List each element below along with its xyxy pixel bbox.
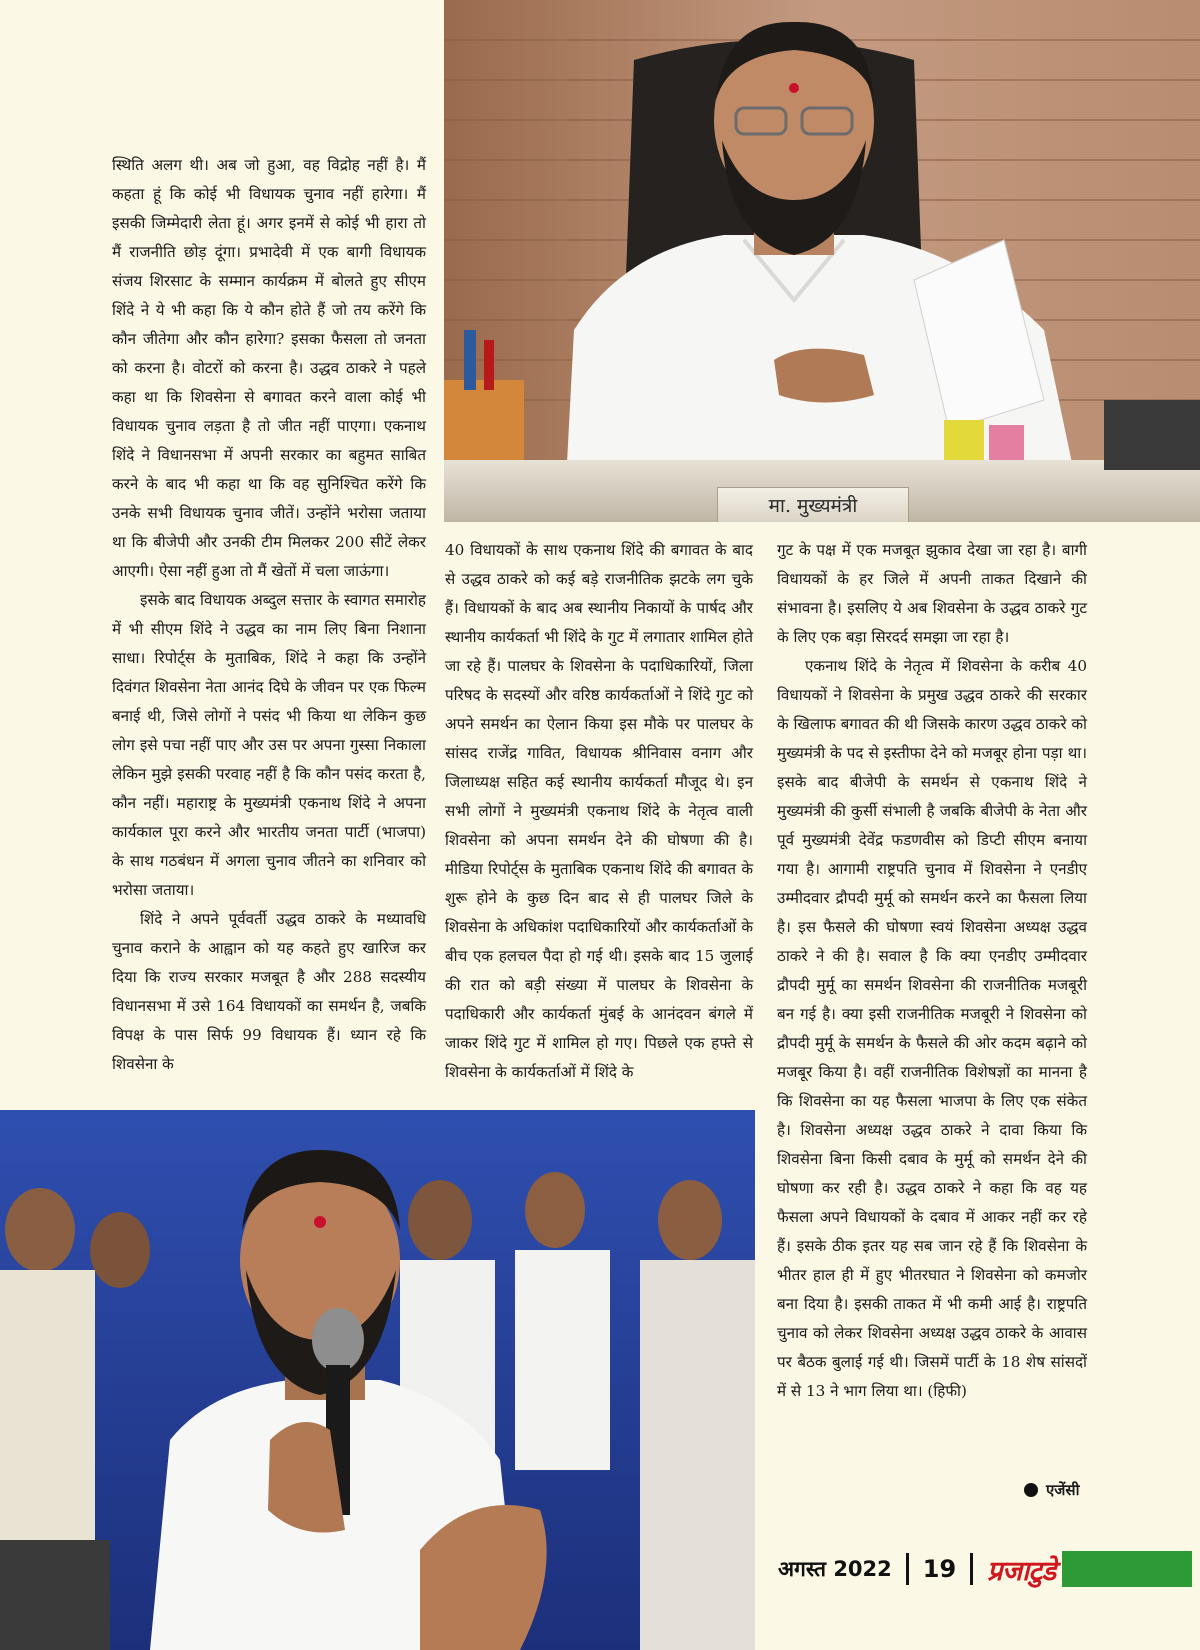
- article-column-2: [445, 536, 753, 1087]
- byline: [1024, 1480, 1079, 1500]
- desk-photo-illustration: [444, 0, 1200, 522]
- article-column-3: [777, 536, 1087, 1406]
- page-footer: [778, 1550, 1192, 1588]
- byline-text: एजेंसी: [1046, 1481, 1080, 1499]
- brand-green-bar: [1062, 1551, 1192, 1587]
- paragraph: स्थिति अलग थी। अब जो हुआ, वह विद्रोह नहीं है। मैं कहता हूं कि कोई भी विधायक चुनाव नहीं हारेगा। मैं इसकी जिम्मेदारी लेता हूं। अगर इनमें से कोई भी हारा तो मैं राजनीति छोड़ दूंगा। प्रभादेवी में एक बागी विधायक संजय शिरसाट के सम्मान कार्यक्रम में बोलते हुए सीएम शिंदे ने ये भी कहा कि ये कौन होते हैं जो तय करेंगे कि कौन जीतेगा और कौन हारेगा? इसका फैसला तो जनता को करना है। वोटरों को करना है। उद्धव ठाकरे ने पहले कहा था कि शिवसेना से बगावत करने वाला कोई भी विधायक चुनाव लड़ता है तो जीत नहीं पाएगा। एकनाथ शिंदे ने विधानसभा में अपनी सरकार का बहुमत साबित करने के बाद भी कहा था कि वह सुनिश्चित करेंगे कि उनके सभी विधायक चुनाव जीतें। उन्होंने भरोसा जताया था कि बीजेपी और उनकी टीम मिलकर 200 सीटें लेकर आएगी। ऐसा नहीं हुआ तो मैं खेतों में चला जाऊंगा।: [112, 156, 426, 580]
- paragraph: एकनाथ शिंदे के नेतृत्व में शिवसेना के करीब 40 विधायकों ने शिवसेना के प्रमुख उद्धव ठाकरे की सरकार के खिलाफ बगावत की थी जिसके कारण उद्धव ठाकरे को मुख्यमंत्री के पद से इस्तीफा देने को मजबूर होना पड़ा था। इसके बाद बीजेपी के समर्थन से एकनाथ शिंदे ने मुख्यमंत्री की कुर्सी संभाली है जबकि बीजेपी के नेता और पूर्व मुख्यमंत्री देवेंद्र फडणवीस को डिप्टी सीएम बनाया गया है। आगामी राष्ट्रपति चुनाव में शिवसेना ने एनडीए उम्मीदवार द्रौपदी मुर्मू को समर्थन करने का फैसला लिया है। इस फैसले की घोषणा स्वयं शिवसेना अध्यक्ष उद्धव ठाकरे ने की है। सवाल है कि क्या एनडीए उम्मीदवार द्रौपदी मुर्मू का समर्थन शिवसेना की राजनीतिक मजबूरी बन गई है। क्या इसी राजनीतिक मजबूरी ने शिवसेना को द्रौपदी मुर्मू के समर्थन के फैसले की ओर कदम बढ़ाने को मजबूर किया है। वहीं राजनीतिक विशेषज्ञों का मानना है कि शिवसेना का यह फैसला भाजपा के लिए एक संकेत है। शिवसेना अध्यक्ष उद्धव ठाकरे ने दावा किया कि शिवसेना बिना किसी दबाव के मुर्मू को समर्थन देने की घोषणा कर रही है। उद्धव ठाकरे ने कहा कि वह यह फैसला अपने विधायकों के दबाव में आकर नहीं कर रहे हैं। इसके ठीक इतर यह सब जान रहे हैं कि शिवसेना के भीतर हाल ही में हुए भीतरघात ने शिवसेना को कमजोर बना दिया है। इसकी ताकत में भी कमी आई है। राष्ट्रपति चुनाव को लेकर शिवसेना अध्यक्ष उद्धव ठाकरे के आवास पर बैठक बुलाई गई थी। जिसमें पार्टी के 18 शेष सांसदों में से 13 ने भाग लिया था। (हिफी): [777, 657, 1087, 1400]
- paragraph: इसके बाद विधायक अब्दुल सत्तार के स्वागत समारोह में भी सीएम शिंदे ने उद्धव का नाम लिए बिना निशाना साधा। रिपोर्ट्स के मुताबिक, शिंदे ने कहा कि उन्होंने दिवंगत शिवसेना नेता आनंद दिघे के जीवन पर एक फिल्म बनाई थी, जिसे लोगों ने पसंद भी किया था लेकिन कुछ लोग इसे पचा नहीं पाए और उस पर अपना गुस्सा निकाला लेकिन मुझे इसकी परवाह नहीं है कि कौन पसंद करता है, कौन नहीं। महाराष्ट्र के मुख्यमंत्री एकनाथ शिंदे ने अपना कार्यकाल पूरा करने और भारतीय जनता पार्टी (भाजपा) के साथ गठबंधन में अगला चुनाव जीतने का शनिवार को भरोसा जताया।: [112, 591, 426, 899]
- paragraph: 40 विधायकों के साथ एकनाथ शिंदे की बगावत के बाद से उद्धव ठाकरे को कई बड़े राजनीतिक झटके लग चुके हैं। विधायकों के बाद अब स्थानीय निकायों के पार्षद और स्थानीय कार्यकर्ता भी शिंदे के गुट में लगातार शामिल होते जा रहे हैं। पालघर के शिवसेना के पदाधिकारियों, जिला परिषद के सदस्यों और वरिष्ठ कार्यकर्ताओं ने शिंदे गुट को अपने समर्थन का ऐलान किया इस मौके पर पालघर के सांसद राजेंद्र गावित, विधायक श्रीनिवास वनाग और जिलाध्यक्ष सहित कई स्थानीय कार्यकर्ता मौजूद थे। इन सभी लोगों ने मुख्यमंत्री एकनाथ शिंदे के नेतृत्व वाली शिवसेना को अपना समर्थन देने की घोषणा की है। मीडिया रिपोर्ट्स के मुताबिक एकनाथ शिंदे की बगावत के शुरू होने के कुछ दिन बाद से ही पालघर जिले के शिवसेना के अधिकांश पदाधिकारियों और कार्यकर्ताओं के बीच एक हलचल पैदा हो गई थी। इसके बाद 15 जुलाई की रात को बड़ी संख्या में पालघर के शिवसेना के पदाधिकारी और कार्यकर्ता मुंबई के आनंदवन बंगले में जाकर शिंदे गुट में शामिल हो गए। पिछले एक हफ्ते से शिवसेना के कार्यकर्ताओं में शिंदे के: [445, 541, 753, 1081]
- chief-minister-press-photo: [0, 1110, 755, 1650]
- paragraph: शिंदे ने अपने पूर्ववर्ती उद्धव ठाकरे के मध्यावधि चुनाव कराने के आह्वान को यह कहते हुए खारिज कर दिया कि राज्य सरकार मजबूत है और 288 सदस्यीय विधानसभा में उसे 164 विधायकों का समर्थन है, जबकि विपक्ष के पास सिर्फ 99 विधायक हैं। ध्यान रहे कि शिवसेना के: [112, 910, 426, 1073]
- press-photo-illustration: [0, 1110, 755, 1650]
- issue-month: अगस्त 2022: [778, 1557, 892, 1581]
- article-column-1: [112, 151, 426, 1079]
- name-plate: मा. मुख्यमंत्री: [717, 487, 909, 522]
- magazine-brand: प्रजाटुडे: [987, 1555, 1056, 1587]
- chief-minister-desk-photo: [444, 0, 1200, 522]
- page-number: 19: [922, 1555, 957, 1583]
- divider: [970, 1553, 973, 1585]
- paragraph: गुट के पक्ष में एक मजबूत झुकाव देखा जा रहा है। बागी विधायकों के हर जिले में अपनी ताकत दिखाने की संभावना है। इसलिए ये अब शिवसेना के उद्धव ठाकरे गुट के लिए एक बड़ा सिरदर्द समझा जा रहा है।: [777, 541, 1087, 646]
- bullet-icon: [1024, 1483, 1038, 1497]
- divider: [906, 1553, 909, 1585]
